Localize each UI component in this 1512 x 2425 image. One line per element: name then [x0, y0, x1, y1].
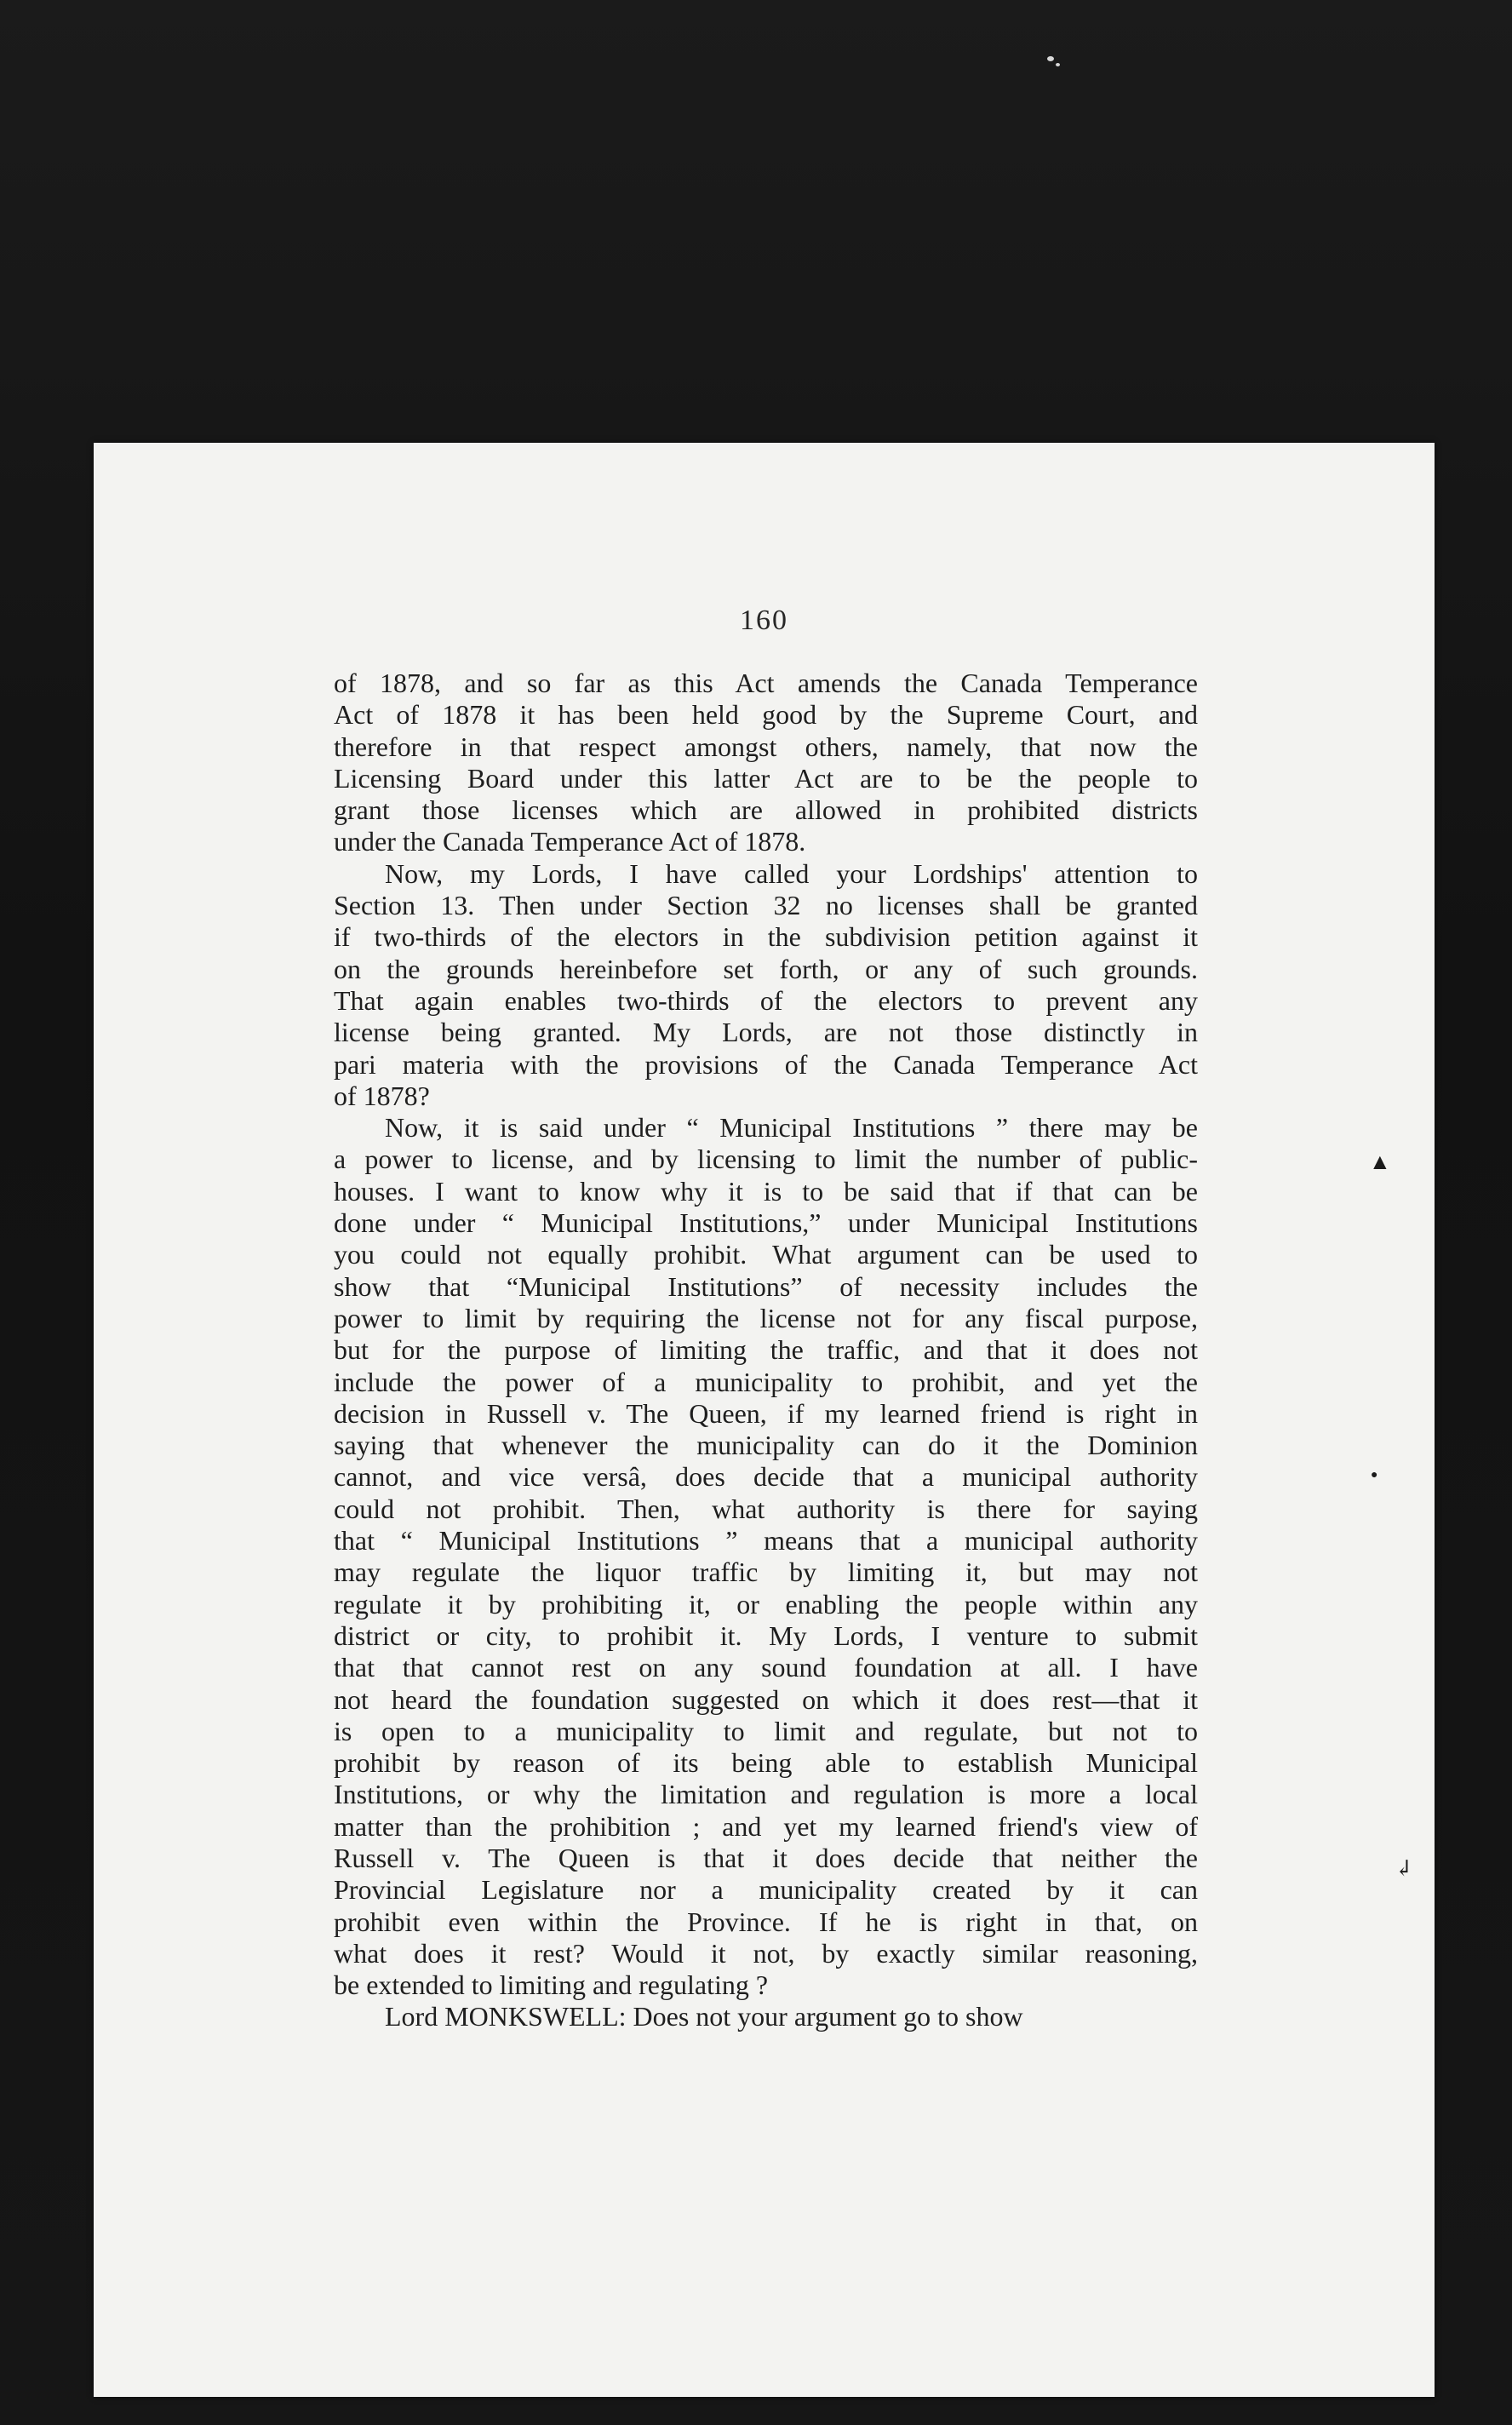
text-line: Now, my Lords, I have called your Lordships' attention to — [385, 857, 1198, 889]
text-line: matter than the prohibition ; and yet my learned friend's view of — [334, 1810, 1198, 1842]
scan-speck — [1047, 56, 1054, 61]
text-line: prohibit even within the Province. If he is right in that, on — [334, 1906, 1198, 1937]
text-line: Licensing Board under this latter Act are to be the people to — [334, 762, 1198, 794]
text-line: not heard the foundation suggested on which it does rest—that it — [334, 1683, 1198, 1715]
text-line: include the power of a municipality to prohibit, and yet the — [334, 1366, 1198, 1397]
text-line: Lord MONKSWELL: Does not your argument go to show — [385, 2001, 1023, 2032]
text-line: be extended to limiting and regulating ? — [334, 1969, 769, 2001]
text-line: prohibit by reason of its being able to establish Municipal — [334, 1747, 1198, 1779]
text-line: is open to a municipality to limit and regulate, but not to — [334, 1715, 1198, 1746]
text-line: power to limit by requiring the license not for any fiscal purpose, — [334, 1302, 1198, 1333]
page-number: 160 — [740, 605, 788, 636]
body-text — [334, 668, 1198, 2033]
text-line: on the grounds hereinbefore set forth, or any of such grounds. — [334, 953, 1198, 984]
text-line: Institutions, or why the limitation and regulation is more a local — [334, 1779, 1198, 1810]
text-line: grant those licenses which are allowed in prohibited districts — [334, 794, 1198, 826]
text-line: Now, it is said under “ Municipal Institutions ” there may be — [385, 1112, 1198, 1144]
text-line: you could not equally prohibit. What argument can be used to — [334, 1239, 1198, 1270]
text-line: Russell v. The Queen is that it does decide that neither the — [334, 1842, 1198, 1873]
margin-mark: ↲ — [1395, 1856, 1413, 1881]
text-line: that that cannot rest on any sound foundation at all. I have — [334, 1652, 1198, 1683]
text-line: houses. I want to know why it is to be said that if that can be — [334, 1175, 1198, 1207]
scan-speck — [1056, 63, 1060, 66]
text-line: cannot, and vice versâ, does decide that a municipal authority — [334, 1461, 1198, 1493]
text-line: decision in Russell v. The Queen, if my learned friend is right in — [334, 1397, 1198, 1429]
text-line: Section 13. Then under Section 32 no licenses shall be granted — [334, 890, 1198, 921]
text-line: that “ Municipal Institutions ” means that a municipal authority — [334, 1525, 1198, 1556]
text-line: could not prohibit. Then, what authority is there for saying — [334, 1493, 1198, 1524]
margin-mark: ▲ — [1369, 1149, 1391, 1174]
text-line: therefore in that respect amongst others, namely, that now the — [334, 731, 1198, 762]
text-line: what does it rest? Would it not, by exactly similar reasoning, — [334, 1937, 1198, 1969]
text-line: license being granted. My Lords, are not those distinctly in — [334, 1017, 1198, 1048]
margin-mark: ● — [1371, 1469, 1378, 1482]
text-line: saying that whenever the municipality can do it the Dominion — [334, 1430, 1198, 1461]
text-line: of 1878, and so far as this Act amends the Canada Temperance — [334, 668, 1198, 698]
text-line: under the Canada Temperance Act of 1878. — [334, 826, 806, 857]
document-page — [94, 443, 1435, 2397]
text-line: That again enables two-thirds of the electors to prevent any — [334, 984, 1198, 1016]
text-line: a power to license, and by licensing to limit the number of public- — [334, 1144, 1198, 1175]
text-line: show that “Municipal Institutions” of necessity includes the — [334, 1270, 1198, 1302]
text-line: may regulate the liquor traffic by limiting it, but may not — [334, 1556, 1198, 1588]
text-line: but for the purpose of limiting the traffic, and that it does not — [334, 1334, 1198, 1366]
text-line: regulate it by prohibiting it, or enabling the people within any — [334, 1588, 1198, 1620]
text-line: done under “ Municipal Institutions,” under Municipal Institutions — [334, 1207, 1198, 1239]
text-line: district or city, to prohibit it. My Lords, I venture to submit — [334, 1620, 1198, 1651]
text-line: pari materia with the provisions of the Canada Temperance Act — [334, 1048, 1198, 1080]
text-line: Provincial Legislature nor a municipality created by it can — [334, 1874, 1198, 1906]
text-line: if two-thirds of the electors in the subdivision petition against it — [334, 921, 1198, 953]
text-line: Act of 1878 it has been held good by the Supreme Court, and — [334, 699, 1198, 731]
text-line: of 1878? — [334, 1080, 430, 1111]
